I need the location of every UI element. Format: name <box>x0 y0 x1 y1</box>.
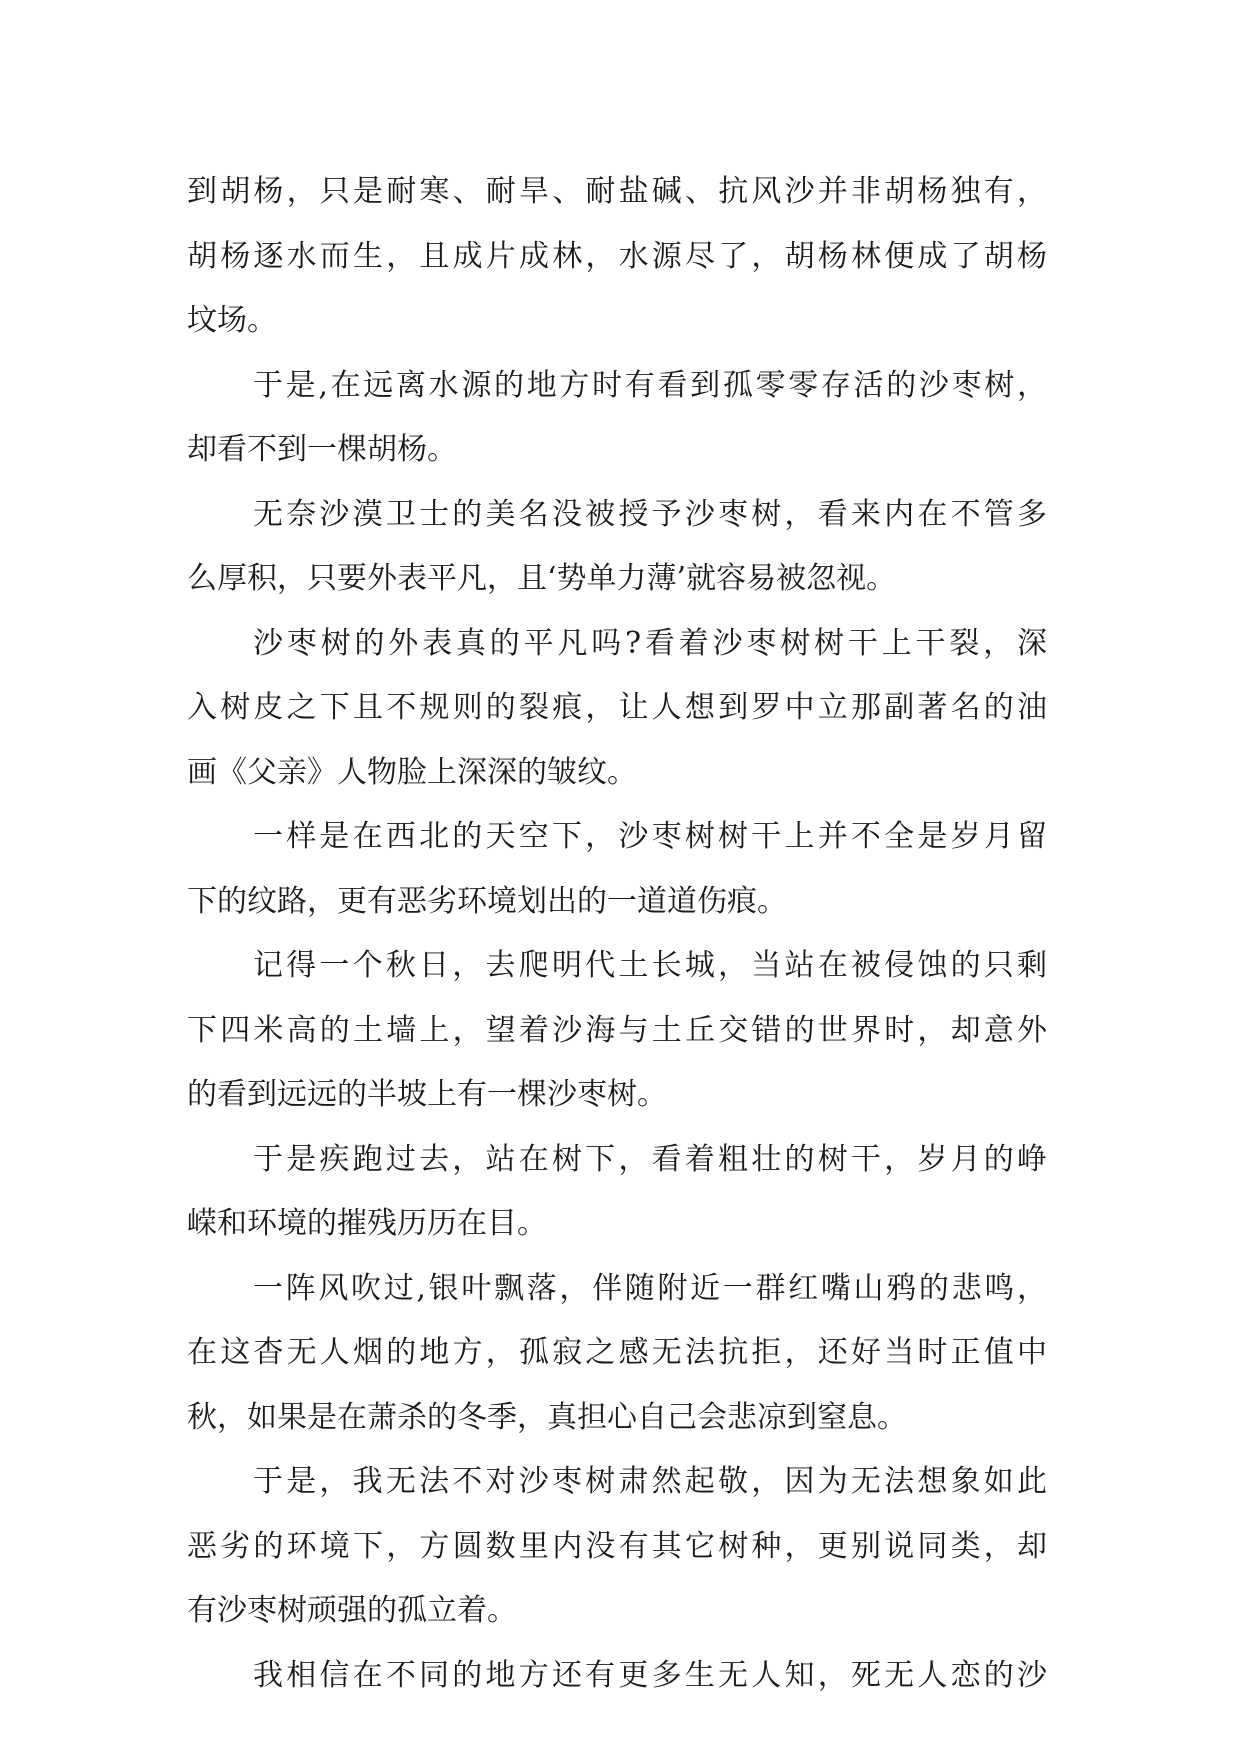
text-line: 却看不到一棵胡杨。 <box>187 432 457 467</box>
text-line: 入树皮之下且不规则的裂痕，让人想到罗中立那副著名的油 <box>187 690 1047 725</box>
paragraph-first-line: 于是疾跑过去，站在树下，看着粗壮的树干，岁月的峥 <box>253 1141 1047 1177</box>
text-line: 恶劣的环境下，方圆数里内没有其它树种，更别说同类，却 <box>187 1528 1047 1564</box>
text-line: 秋，如果是在萧杀的冬季，真担心自己会悲凉到窒息。 <box>187 1399 907 1435</box>
text-line: 下四米高的土墙上，望着沙海与土丘交错的世界时，却意外 <box>187 1012 1047 1048</box>
paragraph-first-line: 记得一个秋日，去爬明代土长城，当站在被侵蚀的只剩 <box>253 948 1047 983</box>
text-line: 画《父亲》人物脸上深深的皱纹。 <box>187 754 637 790</box>
paragraph-first-line: 一样是在西北的天空下，沙枣树树干上并不全是岁月留 <box>253 819 1047 854</box>
text-line: 坟场。 <box>187 303 277 338</box>
text-line: 下的纹路，更有恶劣环境划出的一道道伤痕。 <box>187 883 787 919</box>
text-line: 在这杳无人烟的地方，孤寂之感无法抗拒，还好当时正值中 <box>187 1335 1047 1370</box>
paragraph-first-line: 沙枣树的外表真的平凡吗?看着沙枣树树干上干裂，深 <box>253 625 1047 661</box>
text-line: 的看到远远的半坡上有一棵沙枣树。 <box>187 1077 667 1112</box>
paragraph-first-line: 于是,在远离水源的地方时有看到孤零零存活的沙枣树， <box>253 367 1047 403</box>
paragraph-first-line: 一阵风吹过,银叶飘落，伴随附近一群红嘴山鸦的悲鸣， <box>253 1270 1047 1306</box>
text-line: 到胡杨，只是耐寒、耐旱、耐盐碱、抗风沙并非胡杨独有， <box>187 174 1047 209</box>
text-line: 么厚积，只要外表平凡，且‘势单力薄’就容易被忽视。 <box>187 561 897 596</box>
paragraph-first-line: 无奈沙漠卫士的美名没被授予沙枣树，看来内在不管多 <box>253 496 1047 532</box>
text-line: 嵘和环境的摧残历历在目。 <box>187 1206 547 1241</box>
paragraph-first-line: 于是，我无法不对沙枣树肃然起敬，因为无法想象如此 <box>253 1464 1047 1499</box>
paragraph-first-line: 我相信在不同的地方还有更多生无人知，死无人恋的沙 <box>253 1657 1047 1693</box>
document-body <box>187 160 1067 1708</box>
text-line: 胡杨逐水而生，且成片成林，水源尽了，胡杨林便成了胡杨 <box>187 238 1047 274</box>
text-line: 有沙枣树顽强的孤立着。 <box>187 1593 517 1628</box>
